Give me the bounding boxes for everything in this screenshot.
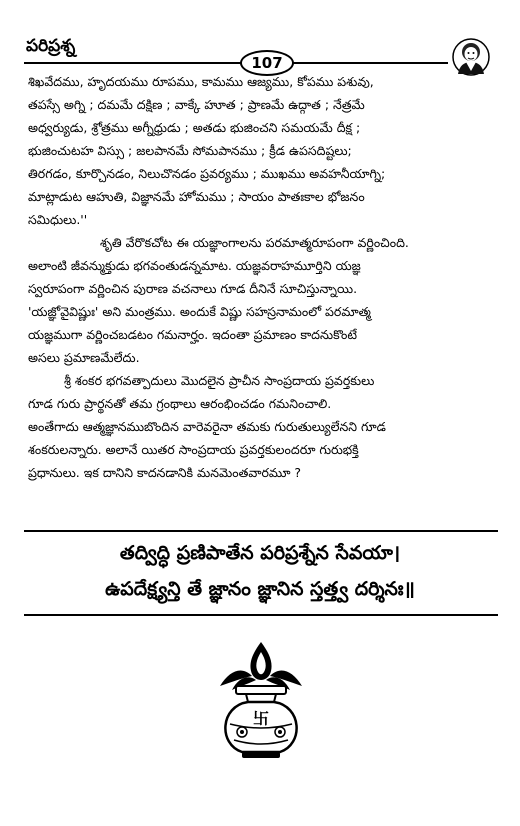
text-line: తిరగడం, కూర్చొనడం, నిలుచొనడం ప్రవర్యము ; ముఖము అవహనీయాగ్ని; bbox=[28, 166, 386, 181]
verse-line-2: ఉపదేక్ష్యన్తి తే జ్ఞానం జ్ఞానిన స్తత్త్వ దర్శినః॥ bbox=[105, 578, 415, 600]
text-line: ప్రధానులు. ఇక దానిని కాదనడానికి మనమెంతవారమూ ? bbox=[28, 465, 302, 480]
text-line: గూడ గురు ప్రార్థనతో తమ గ్రంథాలు ఆరంభించడం గమనించాలి. bbox=[28, 396, 332, 411]
text-line: అసలు ప్రమాణమేలేదు. bbox=[28, 350, 140, 365]
header-rule bbox=[24, 62, 448, 64]
text-line: అంతేగాదు ఆత్మజ్ఞానముబొందిన వారెవరైనా తమకు గురుతుల్యులేనని గూడ bbox=[28, 419, 386, 434]
text-line: 'యజ్ఞోవైవిష్ణుః' అని మంత్రము. అందుకే విష్ణు సహస్రనామంలో పరమాత్మ bbox=[28, 304, 371, 319]
text-line: శంకరులన్నారు. అలానే యితర సాంప్రదాయ ప్రవర్తకులందరూ గురుభక్తి bbox=[28, 442, 359, 457]
page-header bbox=[0, 0, 520, 72]
text-line: అధ్వర్యుడు, శ్రోత్రము అగ్నీధ్రుడు ; అతడు భుజించని సమయమే దీక్ష ; bbox=[28, 120, 361, 135]
text-line: అలాంటి జీవన్ముక్తుడు భగవంతుడన్నమాట. యజ్ఞవరాహమూర్తిని యజ్ఞ bbox=[28, 258, 361, 273]
text-line: స్వరూపంగా వర్ణించిన పురాణ వచనాలు గూడ దీనినే సూచిస్తున్నాయి. bbox=[28, 281, 358, 296]
paragraph-3 bbox=[28, 369, 492, 484]
text-line: శిఖవేదము, హృదయము రూపము, కామము ఆజ్యము, కోపము పశువు, bbox=[28, 74, 374, 89]
verse-top-rule bbox=[24, 530, 498, 532]
text-line: శ్రీ శంకర భగవత్పాదులు మొదలైన ప్రాచీన సాంప్రదాయ ప్రవర్తకులు bbox=[64, 373, 375, 388]
text-line: యజ్ఞముగా వర్ణించబడటం గమనార్హం. ఇదంతా ప్రమాణం కాదనుకొంటే bbox=[28, 327, 357, 342]
verse-bottom-rule bbox=[24, 614, 498, 616]
text-line: తపస్సే అగ్ని ; దమమే దక్షిణ ; వాక్కే హూత ; ప్రాణమే ఉద్గాత ; నేత్రమే bbox=[28, 97, 365, 112]
text-line: భుజించుటహ విస్సు ; జలపానమే సోమపానము ; క్రీడ ఉపసదిష్టలు; bbox=[28, 143, 352, 158]
paragraph-2 bbox=[28, 231, 492, 369]
verse-line-1: తద్విద్ధి ప్రణిపాతేన పరిప్రశ్నేన సేవయా। bbox=[119, 542, 401, 564]
swastika-symbol: 卐 bbox=[252, 709, 270, 728]
running-title: పరిప్రశ్న bbox=[26, 36, 76, 56]
text-line: మాట్లాడుట ఆహుతి, విజ్ఞానమే హోమము ; సాయం పాతఃకాల భోజనం bbox=[28, 189, 365, 204]
paragraph-1 bbox=[28, 70, 492, 231]
text-line: శృతి వేరొకచోట ఈ యజ్ఞాంగాలను పరమాత్మరూపంగా వర్ణించింది. bbox=[100, 235, 409, 250]
body-text bbox=[28, 70, 492, 484]
page-number: 107 bbox=[240, 50, 294, 76]
kalasham-icon bbox=[212, 640, 310, 760]
text-line: సమిధులు.'' bbox=[28, 212, 88, 227]
